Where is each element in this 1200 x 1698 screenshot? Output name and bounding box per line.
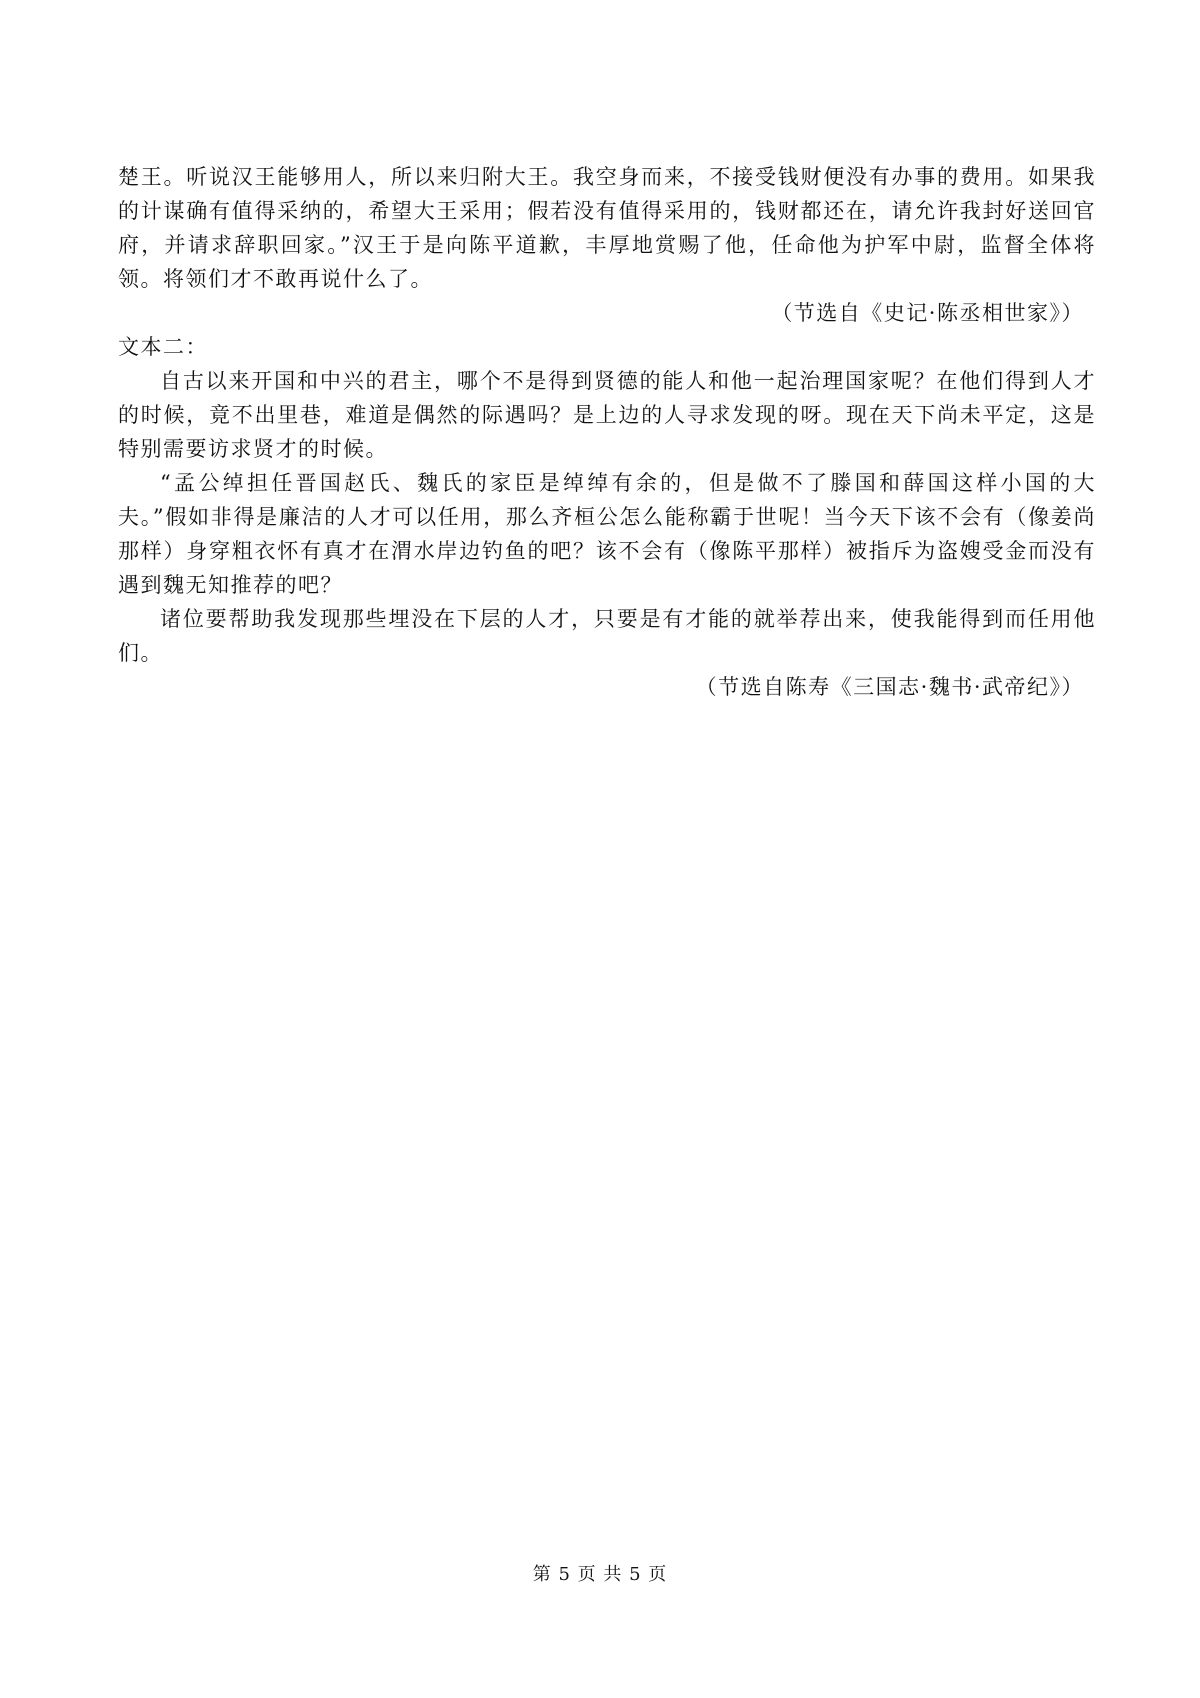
text-two-paragraph: 自古以来开国和中兴的君主，哪个不是得到贤德的能人和他一起治理国家呢？在他们得到人才的时候，竟不出里巷，难道是偶然的际遇吗？是上边的人寻求发现的呀。现在天下尚未平定，这是特别需要访求贤才的时候。	[118, 369, 1096, 461]
text-two-paragraph: 诸位要帮助我发现那些埋没在下层的人才，只要是有才能的就举荐出来，使我能得到而任用他们。	[118, 607, 1096, 665]
document-body	[118, 160, 1096, 704]
page-indicator: 第 5 页 共 5 页	[532, 1564, 668, 1585]
text-two-label: 文本二：	[118, 335, 208, 359]
text-two-paragraph: “孟公绰担任晋国赵氏、魏氏的家臣是绰绰有余的，但是做不了滕国和薛国这样小国的大夫。”假如非得是廉洁的人才可以任用，那么齐桓公怎么能称霸于世呢！当今天下该不会有（像姜尚那样）身穿粗衣怀有真才在渭水岸边钓鱼的吧？该不会有（像陈平那样）被指斥为盗嫂受金而没有遇到魏无知推荐的吧？	[118, 471, 1096, 597]
text-one-source: （节选自《史记·陈丞相世家》）	[771, 301, 1084, 325]
text-two-source: （节选自陈寿《三国志·魏书·武帝纪》）	[695, 675, 1084, 699]
text-one-continuation: 楚王。听说汉王能够用人，所以来归附大王。我空身而来，不接受钱财便没有办事的费用。如果我的计谋确有值得采纳的，希望大王采用；假若没有值得采用的，钱财都还在，请允许我封好送回官府，并请求辞职回家。”汉王于是向陈平道歉，丰厚地赏赐了他，任命他为护军中尉，监督全体将领。将领们才不敢再说什么了。	[118, 165, 1096, 291]
